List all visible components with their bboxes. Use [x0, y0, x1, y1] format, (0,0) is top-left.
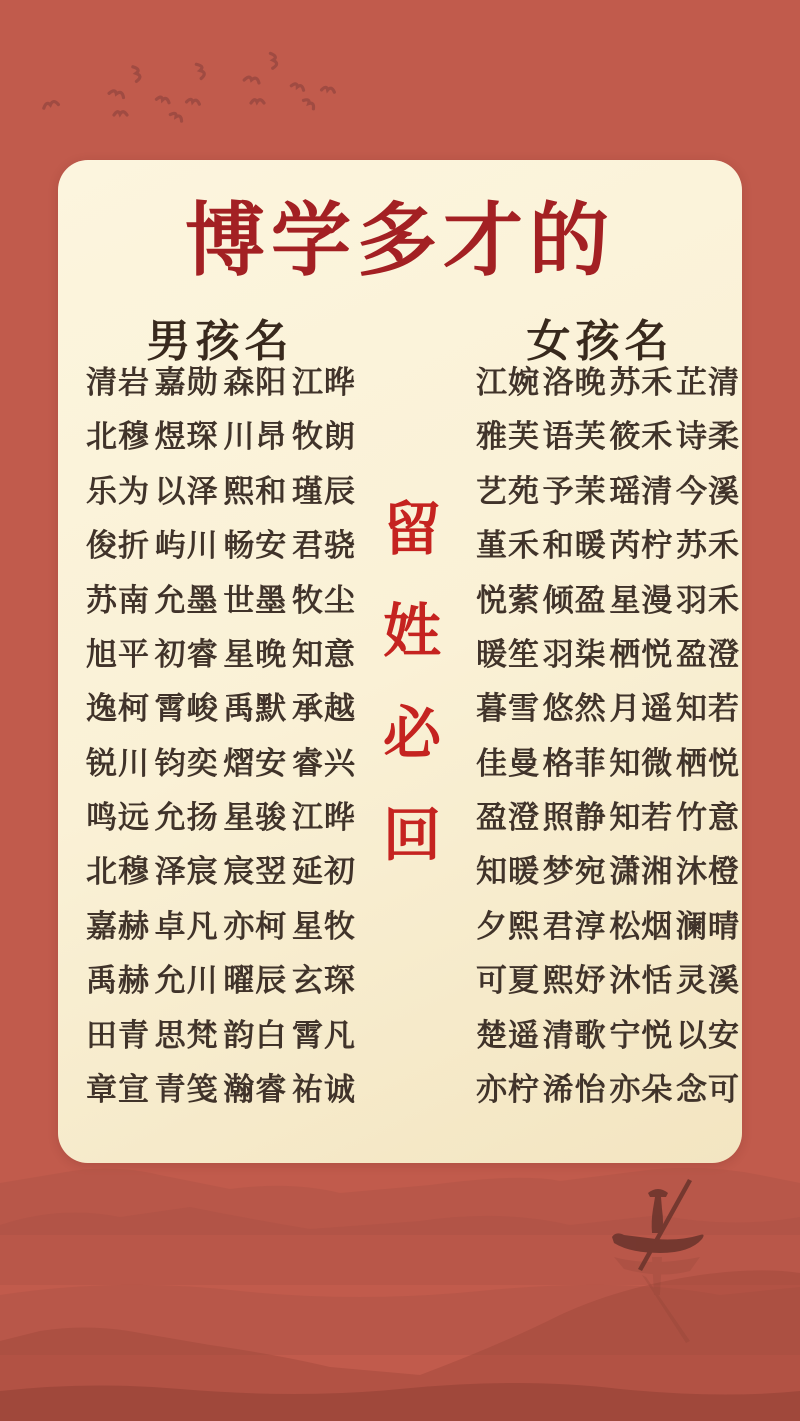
name: 潇湘 — [609, 854, 674, 891]
name: 以泽 — [154, 473, 219, 510]
girls-column-header: 女孩名 — [526, 316, 674, 367]
name: 钧奕 — [154, 745, 219, 782]
name: 泽宸 — [154, 854, 219, 891]
name: 屿川 — [154, 528, 219, 565]
name: 照静 — [542, 800, 607, 836]
name: 楚遥 — [476, 1017, 540, 1054]
boys-name-list — [86, 365, 356, 1108]
name: 睿兴 — [291, 745, 356, 782]
name-row — [476, 419, 740, 456]
name: 江晔 — [291, 365, 356, 401]
name: 予茉 — [542, 473, 607, 510]
name: 竹意 — [675, 800, 740, 836]
name: 芷清 — [675, 365, 740, 401]
name: 盈澄 — [476, 800, 540, 836]
name: 姓 — [382, 597, 441, 665]
name: 苏南 — [86, 582, 150, 619]
poster-title: 博学多才的 — [185, 193, 615, 287]
name: 知若 — [609, 800, 674, 836]
name: 初睿 — [154, 636, 219, 673]
name-row — [86, 1017, 356, 1054]
name: 苏禾 — [609, 365, 674, 401]
name-row — [86, 1071, 356, 1108]
name: 允扬 — [154, 800, 219, 836]
name: 锐川 — [86, 745, 150, 782]
name: 必 — [382, 699, 441, 767]
name: 瑶清 — [609, 473, 674, 510]
name: 格菲 — [542, 745, 607, 782]
name: 灵溪 — [675, 963, 740, 1000]
name: 芮柠 — [609, 528, 674, 565]
name: 章宣 — [86, 1071, 150, 1108]
name: 熙和 — [223, 473, 288, 510]
name: 悦萦 — [476, 582, 540, 619]
name: 清岩 — [86, 365, 150, 401]
name: 牧尘 — [291, 582, 356, 619]
name: 熠安 — [223, 745, 288, 782]
boys-column-header: 男孩名 — [146, 316, 294, 367]
name: 思梵 — [154, 1017, 219, 1054]
name: 栖悦 — [609, 636, 674, 673]
name: 倾盈 — [542, 582, 607, 619]
name: 梦宛 — [542, 854, 607, 891]
name: 世墨 — [223, 582, 288, 619]
name-row — [476, 473, 740, 510]
name: 澜晴 — [675, 908, 740, 945]
name: 可夏 — [476, 963, 540, 1000]
name: 承越 — [291, 691, 356, 728]
name-row — [476, 800, 740, 836]
name-row — [476, 528, 740, 565]
name: 清歌 — [542, 1017, 607, 1054]
name: 允川 — [154, 963, 219, 1000]
name: 北穆 — [86, 419, 150, 456]
name: 禹默 — [223, 691, 288, 728]
name: 亦柠 — [476, 1071, 540, 1108]
ink-mountains-icon — [0, 1145, 800, 1421]
name: 星漫 — [609, 582, 674, 619]
name: 佳曼 — [476, 745, 540, 782]
name: 畅安 — [223, 528, 288, 565]
name-row — [86, 745, 356, 782]
name-row — [476, 582, 740, 619]
name: 旭平 — [86, 636, 150, 673]
name: 青笺 — [154, 1071, 219, 1108]
name: 允墨 — [154, 582, 219, 619]
name: 星牧 — [291, 908, 356, 945]
name: 北穆 — [86, 854, 150, 891]
name-row — [86, 582, 356, 619]
name: 和暖 — [542, 528, 607, 565]
name-row — [476, 1017, 740, 1054]
name-row — [476, 691, 740, 728]
name: 田青 — [86, 1017, 150, 1054]
name: 诗柔 — [675, 419, 740, 456]
name: 鸣远 — [86, 800, 150, 836]
name-row — [382, 699, 441, 767]
name: 知若 — [675, 691, 740, 728]
name: 悠然 — [542, 691, 607, 728]
name: 君淳 — [542, 908, 607, 945]
name: 祐诚 — [291, 1071, 356, 1108]
name: 雅芙 — [476, 419, 540, 456]
watermark-vertical-text — [382, 495, 442, 1030]
name: 今溪 — [675, 473, 740, 510]
name: 知微 — [609, 745, 674, 782]
name: 月遥 — [609, 691, 674, 728]
name: 卓凡 — [154, 908, 219, 945]
name: 君骁 — [291, 528, 356, 565]
name: 知意 — [291, 636, 356, 673]
flying-birds-icon — [0, 0, 800, 180]
name-row — [476, 636, 740, 673]
name-row — [86, 636, 356, 673]
name: 熙妤 — [542, 963, 607, 1000]
name: 霄凡 — [291, 1017, 356, 1054]
name: 霄峻 — [154, 691, 219, 728]
name: 韵白 — [223, 1017, 288, 1054]
name: 亦柯 — [223, 908, 288, 945]
name: 江婉 — [476, 365, 540, 401]
name-row — [382, 597, 441, 665]
name: 乐为 — [86, 473, 150, 510]
name: 星晚 — [223, 636, 288, 673]
name: 语芙 — [542, 419, 607, 456]
name-row — [476, 365, 740, 401]
name: 羽柒 — [542, 636, 607, 673]
name-list-card — [58, 160, 742, 1163]
name-row — [476, 745, 740, 782]
name-row — [382, 495, 441, 563]
name: 宁悦 — [609, 1017, 674, 1054]
name: 川昂 — [223, 419, 288, 456]
name-row — [86, 800, 356, 836]
name: 煜琛 — [154, 419, 219, 456]
name: 夕熙 — [476, 908, 540, 945]
name-row — [86, 528, 356, 565]
name: 留 — [382, 495, 441, 563]
name: 念可 — [675, 1071, 740, 1108]
name: 牧朗 — [291, 419, 356, 456]
name: 俊折 — [86, 528, 150, 565]
girls-name-list — [476, 365, 740, 1108]
name: 知暖 — [476, 854, 540, 891]
name: 瑾辰 — [291, 473, 356, 510]
name: 玄琛 — [291, 963, 356, 1000]
name: 松烟 — [609, 908, 674, 945]
name: 延初 — [291, 854, 356, 891]
name: 江晔 — [291, 800, 356, 836]
name: 森阳 — [223, 365, 288, 401]
name: 星骏 — [223, 800, 288, 836]
name: 宸翌 — [223, 854, 288, 891]
name: 堇禾 — [476, 528, 540, 565]
name: 以安 — [675, 1017, 740, 1054]
name: 瀚睿 — [223, 1071, 288, 1108]
name: 浠怡 — [542, 1071, 607, 1108]
name: 逸柯 — [86, 691, 150, 728]
name: 暮雪 — [476, 691, 540, 728]
name: 沐橙 — [675, 854, 740, 891]
name: 沐恬 — [609, 963, 674, 1000]
name-row — [86, 419, 356, 456]
name-row — [86, 691, 356, 728]
name: 栖悦 — [675, 745, 740, 782]
name-row — [86, 854, 356, 891]
name-row — [476, 963, 740, 1000]
name-row — [86, 473, 356, 510]
name: 暖笙 — [476, 636, 540, 673]
name: 嘉勋 — [154, 365, 219, 401]
name: 亦朵 — [609, 1071, 674, 1108]
name: 洛晚 — [542, 365, 607, 401]
name-row — [476, 1071, 740, 1108]
name-row — [476, 908, 740, 945]
name-row — [382, 801, 441, 869]
name-row — [86, 963, 356, 1000]
name: 回 — [382, 801, 441, 869]
name: 苏禾 — [675, 528, 740, 565]
name: 艺苑 — [476, 473, 540, 510]
name-row — [86, 365, 356, 401]
name: 禹赫 — [86, 963, 150, 1000]
name: 盈澄 — [675, 636, 740, 673]
name-row — [476, 854, 740, 891]
name: 曜辰 — [223, 963, 288, 1000]
name: 嘉赫 — [86, 908, 150, 945]
name: 羽禾 — [675, 582, 740, 619]
name-row — [86, 908, 356, 945]
name: 筱禾 — [609, 419, 674, 456]
